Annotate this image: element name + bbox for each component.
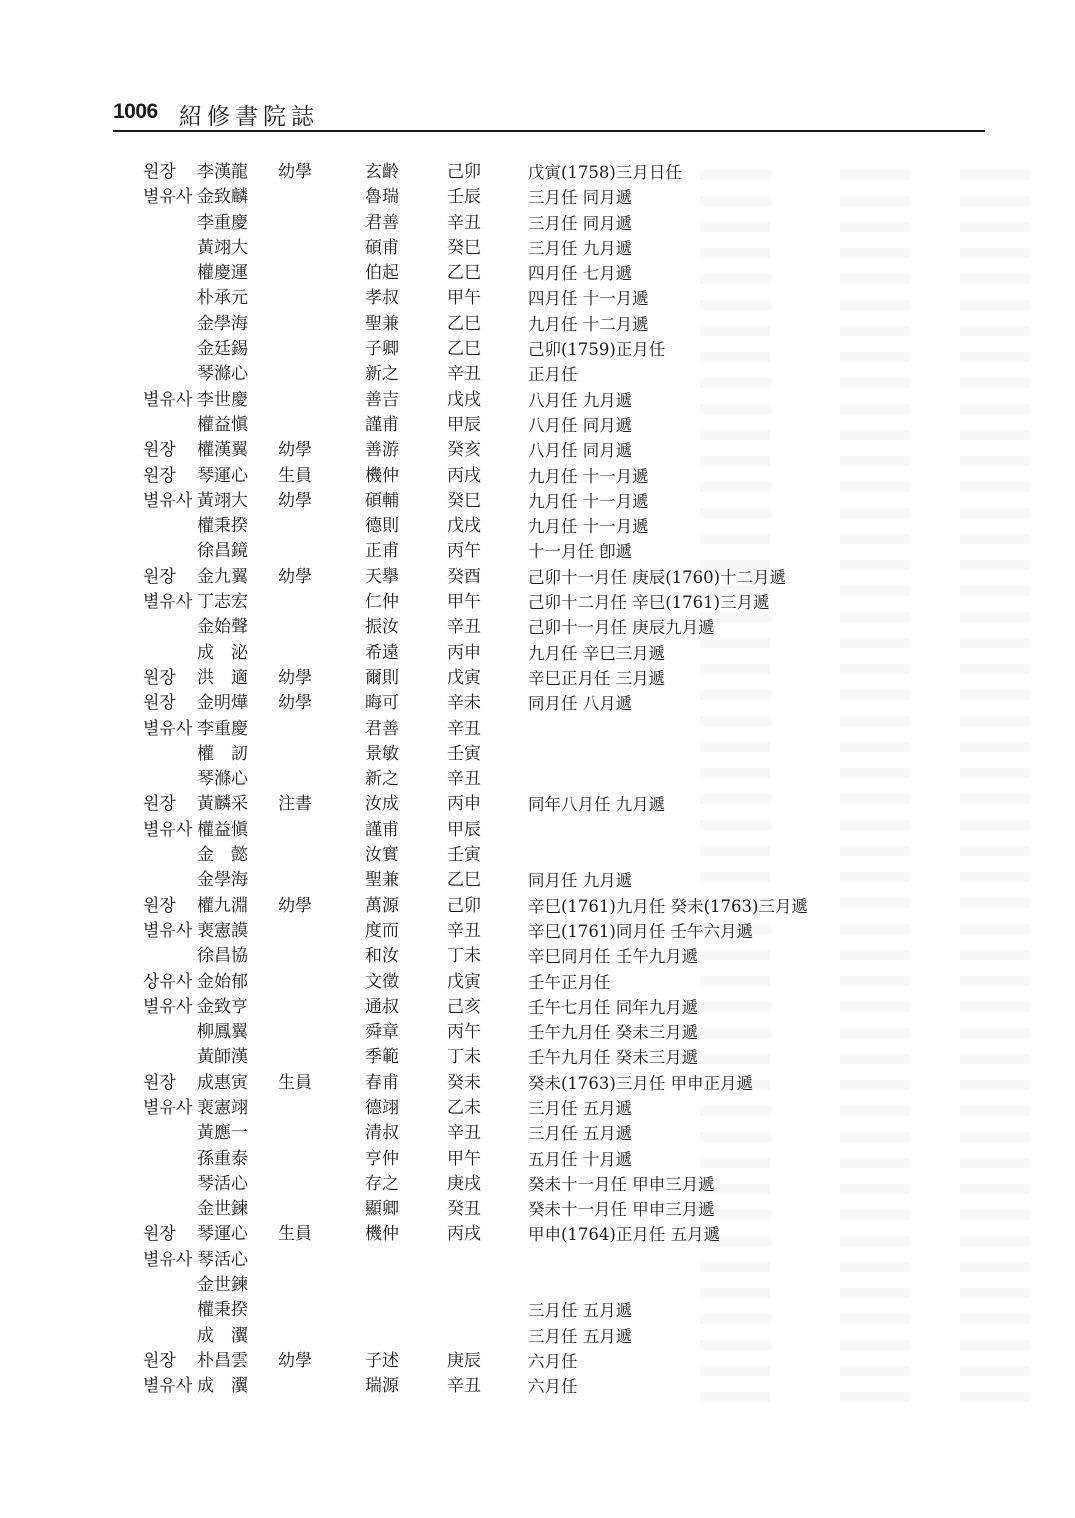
roster-row <box>0 1248 1075 1273</box>
roster-row <box>0 868 1075 893</box>
officer-birth-year: 戊寅 <box>447 667 481 688</box>
roster-row <box>0 1298 1075 1323</box>
officer-birth-year: 乙巳 <box>447 313 481 334</box>
officer-birth-year: 乙巳 <box>447 339 481 360</box>
roster-row <box>0 464 1075 489</box>
officer-birth-year: 戊寅 <box>447 971 481 992</box>
officer-birth-year: 癸亥 <box>447 440 481 461</box>
roster-row <box>0 539 1075 564</box>
officer-tenure: 壬午正月任 <box>528 972 611 992</box>
officer-role: 원장 <box>143 895 176 916</box>
officer-birth-year: 甲午 <box>447 1148 481 1169</box>
officer-role: 원장 <box>143 1350 176 1371</box>
officer-birth-year: 辛丑 <box>447 1376 481 1397</box>
officer-role: 별유사 <box>143 1249 193 1270</box>
officer-tenure: 癸未十一月任 甲申三月遞 <box>528 1200 715 1220</box>
officer-courtesy-name: 晦可 <box>365 693 399 714</box>
officer-degree: 幼學 <box>278 490 312 511</box>
officer-birth-year: 丁未 <box>447 946 481 967</box>
roster-row <box>0 666 1075 691</box>
officer-courtesy-name: 聖兼 <box>365 870 399 891</box>
officer-role: 별유사 <box>143 490 193 511</box>
officer-courtesy-name: 正甫 <box>365 541 399 562</box>
officer-degree: 注書 <box>278 794 312 815</box>
officer-degree: 幼學 <box>278 667 312 688</box>
roster-row <box>0 818 1075 843</box>
officer-name: 黃師漢 <box>197 1047 248 1068</box>
officer-courtesy-name: 天擧 <box>365 566 399 587</box>
roster-row <box>0 438 1075 463</box>
officer-tenure: 九月任 十一月遞 <box>528 466 649 486</box>
officer-name: 金明燁 <box>197 693 248 714</box>
officer-courtesy-name: 善游 <box>365 440 399 461</box>
roster-row <box>0 641 1075 666</box>
officer-tenure: 六月任 <box>528 1351 578 1371</box>
roster-row <box>0 565 1075 590</box>
officer-birth-year: 戊戌 <box>447 389 481 410</box>
officer-courtesy-name: 謹甫 <box>365 819 399 840</box>
officer-birth-year: 甲辰 <box>447 414 481 435</box>
officer-tenure: 己卯十二月任 辛巳(1761)三月遞 <box>528 593 770 613</box>
officer-name: 權漢翼 <box>197 440 248 461</box>
officer-name: 琴運心 <box>197 465 248 486</box>
officer-birth-year: 癸未 <box>447 1072 481 1093</box>
officer-name: 李重慶 <box>197 718 248 739</box>
officer-tenure: 辛巳(1761)同月任 壬午六月遞 <box>528 921 754 941</box>
officer-name: 金學海 <box>197 870 248 891</box>
officer-birth-year: 丙申 <box>447 642 481 663</box>
officer-birth-year: 丙戌 <box>447 1224 481 1245</box>
roster-row <box>0 1147 1075 1172</box>
officer-birth-year: 丙午 <box>447 1022 481 1043</box>
officer-name: 李重慶 <box>197 212 248 233</box>
roster-row <box>0 615 1075 640</box>
officer-courtesy-name: 子述 <box>365 1350 399 1371</box>
officer-name: 李世慶 <box>197 389 248 410</box>
officer-tenure: 九月任 十一月遞 <box>528 517 649 537</box>
officer-name: 權秉揆 <box>197 1300 248 1321</box>
roster-row <box>0 1071 1075 1096</box>
officer-birth-year: 辛丑 <box>447 364 481 385</box>
officer-courtesy-name: 瑞源 <box>365 1376 399 1397</box>
officer-tenure: 九月任 辛巳三月遞 <box>528 643 666 663</box>
roster-row <box>0 312 1075 337</box>
officer-birth-year: 乙巳 <box>447 870 481 891</box>
roster-row <box>0 1197 1075 1222</box>
officer-birth-year: 壬寅 <box>447 743 481 764</box>
officer-name: 金世鍊 <box>197 1275 248 1296</box>
officer-birth-year: 癸丑 <box>447 1199 481 1220</box>
officer-name: 柳鳳翼 <box>197 1022 248 1043</box>
officer-birth-year: 辛丑 <box>447 1123 481 1144</box>
officer-birth-year: 甲辰 <box>447 819 481 840</box>
officer-birth-year: 丁未 <box>447 1047 481 1068</box>
officer-name: 李漢龍 <box>197 162 248 182</box>
officer-degree: 生員 <box>278 465 312 486</box>
roster-row <box>0 1020 1075 1045</box>
roster-row <box>0 995 1075 1020</box>
officer-courtesy-name: 季範 <box>365 1047 399 1068</box>
officer-courtesy-name: 子卿 <box>365 339 399 360</box>
header-rule <box>113 130 985 132</box>
officer-name: 金始聲 <box>197 617 248 638</box>
officer-birth-year: 己亥 <box>447 996 481 1017</box>
roster-row <box>0 767 1075 792</box>
officer-birth-year: 己卯 <box>447 895 481 916</box>
officer-role: 별유사 <box>143 1376 193 1397</box>
officer-name: 金 懿 <box>197 845 248 866</box>
roster-row <box>0 362 1075 387</box>
officer-tenure: 九月任 十二月遞 <box>528 314 649 334</box>
officer-courtesy-name: 汝實 <box>365 845 399 866</box>
officer-courtesy-name: 舜章 <box>365 1022 399 1043</box>
officer-tenure: 壬午九月任 癸未三月遞 <box>528 1048 699 1068</box>
officer-courtesy-name: 景敏 <box>365 743 399 764</box>
officer-role: 원장 <box>143 1224 176 1245</box>
officer-tenure: 壬午九月任 癸未三月遞 <box>528 1023 699 1043</box>
officer-role: 별유사 <box>143 592 193 613</box>
officer-birth-year: 辛丑 <box>447 718 481 739</box>
officer-degree: 幼學 <box>278 1350 312 1371</box>
officer-degree: 生員 <box>278 1224 312 1245</box>
roster-row <box>0 514 1075 539</box>
officer-tenure: 三月任 五月遞 <box>528 1326 633 1346</box>
officer-role: 별유사 <box>143 996 193 1017</box>
roster-row <box>0 261 1075 286</box>
officer-role: 원장 <box>143 440 176 461</box>
officer-tenure: 癸未(1763)三月任 甲申正月遞 <box>528 1073 754 1093</box>
officer-birth-year: 戊戌 <box>447 516 481 537</box>
officer-tenure: 三月任 五月遞 <box>528 1098 633 1118</box>
officer-role: 별유사 <box>143 1097 193 1118</box>
officer-courtesy-name: 君善 <box>365 212 399 233</box>
officer-tenure: 甲申(1764)正月任 五月遞 <box>528 1225 721 1245</box>
officer-courtesy-name: 伯起 <box>365 263 399 284</box>
officer-name: 權益愼 <box>197 414 248 435</box>
officer-courtesy-name: 魯瑞 <box>365 187 399 208</box>
officer-courtesy-name: 新之 <box>365 769 399 790</box>
officer-role: 원장 <box>143 693 176 714</box>
roster-row <box>0 1096 1075 1121</box>
officer-birth-year: 甲午 <box>447 592 481 613</box>
officer-courtesy-name: 通叔 <box>365 996 399 1017</box>
officer-birth-year: 丙戌 <box>447 465 481 486</box>
roster-row <box>0 894 1075 919</box>
roster-row <box>0 211 1075 236</box>
officer-name: 琴活心 <box>197 1249 248 1270</box>
officer-degree: 生員 <box>278 1072 312 1093</box>
officer-name: 琴滌心 <box>197 769 248 790</box>
officer-courtesy-name: 新之 <box>365 364 399 385</box>
officer-birth-year: 丙午 <box>447 541 481 562</box>
officer-name: 朴昌雲 <box>197 1350 248 1371</box>
officer-courtesy-name: 聖兼 <box>365 313 399 334</box>
officer-birth-year: 辛丑 <box>447 920 481 941</box>
officer-degree: 幼學 <box>278 693 312 714</box>
officer-tenure: 十一月任 卽遞 <box>528 542 633 562</box>
page-number: 1006 <box>113 100 158 123</box>
officer-name: 權九淵 <box>197 895 248 916</box>
roster-row <box>0 413 1075 438</box>
officer-courtesy-name: 萬源 <box>365 895 399 916</box>
running-header <box>113 98 985 132</box>
book-title: 紹修書院誌 <box>179 104 319 130</box>
roster-row <box>0 919 1075 944</box>
officer-tenure: 辛巳同月任 壬午九月遞 <box>528 947 699 967</box>
officer-courtesy-name: 君善 <box>365 718 399 739</box>
officer-name: 黃應一 <box>197 1123 248 1144</box>
roster-row <box>0 337 1075 362</box>
officer-name: 徐昌鏡 <box>197 541 248 562</box>
roster-row <box>0 1374 1075 1399</box>
officer-tenure: 壬午七月任 同年九月遞 <box>528 997 699 1017</box>
officer-name: 權秉揆 <box>197 516 248 537</box>
officer-degree: 幼學 <box>278 440 312 461</box>
officer-courtesy-name: 碩輔 <box>365 490 399 511</box>
officer-role: 별유사 <box>143 920 193 941</box>
officer-birth-year: 辛未 <box>447 693 481 714</box>
officer-tenure: 八月任 同月遞 <box>528 415 633 435</box>
officer-birth-year: 辛丑 <box>447 212 481 233</box>
officer-role: 원장 <box>143 566 176 587</box>
officer-name: 金致麟 <box>197 187 248 208</box>
officer-birth-year: 辛丑 <box>447 617 481 638</box>
officer-role: 별유사 <box>143 187 193 208</box>
officer-courtesy-name: 和汝 <box>365 946 399 967</box>
officer-tenure: 四月任 十一月遞 <box>528 289 649 309</box>
roster-row <box>0 1121 1075 1146</box>
officer-courtesy-name: 仁仲 <box>365 592 399 613</box>
officer-name: 徐昌協 <box>197 946 248 967</box>
officer-name: 權慶運 <box>197 263 248 284</box>
roster-row <box>0 185 1075 210</box>
officer-courtesy-name: 謹甫 <box>365 414 399 435</box>
officer-birth-year: 庚辰 <box>447 1350 481 1371</box>
roster-row <box>0 843 1075 868</box>
officer-courtesy-name: 振汝 <box>365 617 399 638</box>
roster-row <box>0 944 1075 969</box>
officer-birth-year: 辛丑 <box>447 769 481 790</box>
officer-courtesy-name: 爾則 <box>365 667 399 688</box>
officer-tenure: 己卯(1759)正月任 <box>528 340 666 360</box>
officer-birth-year: 甲午 <box>447 288 481 309</box>
officer-tenure: 四月任 七月遞 <box>528 264 633 284</box>
officer-name: 朴承元 <box>197 288 248 309</box>
officer-name: 琴活心 <box>197 1173 248 1194</box>
officer-courtesy-name: 希遠 <box>365 642 399 663</box>
officer-courtesy-name: 文徵 <box>365 971 399 992</box>
officer-name: 成 瀷 <box>197 1325 248 1346</box>
roster-row <box>0 388 1075 413</box>
officer-name: 成 瀷 <box>197 1376 248 1397</box>
officer-courtesy-name: 機仲 <box>365 1224 399 1245</box>
officer-tenure: 六月任 <box>528 1377 578 1397</box>
officer-role: 원장 <box>143 1072 176 1093</box>
officer-tenure: 八月任 九月遞 <box>528 390 633 410</box>
officer-birth-year: 己卯 <box>447 162 481 182</box>
officer-name: 洪 適 <box>197 667 248 688</box>
roster-row <box>0 286 1075 311</box>
officer-roster <box>0 160 1075 1400</box>
officer-tenure: 辛巳(1761)九月任 癸未(1763)三月遞 <box>528 896 808 916</box>
officer-birth-year: 壬辰 <box>447 187 481 208</box>
officer-tenure: 五月任 十月遞 <box>528 1149 633 1169</box>
officer-name: 金世鍊 <box>197 1199 248 1220</box>
officer-tenure: 八月任 同月遞 <box>528 441 633 461</box>
officer-tenure: 三月任 五月遞 <box>528 1124 633 1144</box>
roster-row <box>0 717 1075 742</box>
officer-courtesy-name: 孝叔 <box>365 288 399 309</box>
officer-birth-year: 庚戌 <box>447 1173 481 1194</box>
officer-courtesy-name: 善吉 <box>365 389 399 410</box>
officer-degree: 幼學 <box>278 566 312 587</box>
officer-role: 원장 <box>143 465 176 486</box>
roster-row <box>0 1349 1075 1374</box>
officer-name: 裵憲謨 <box>197 920 248 941</box>
officer-name: 成 泌 <box>197 642 248 663</box>
roster-row <box>0 1045 1075 1070</box>
officer-tenure: 辛巳正月任 三月遞 <box>528 668 666 688</box>
officer-courtesy-name: 汝成 <box>365 794 399 815</box>
officer-birth-year: 丙申 <box>447 794 481 815</box>
officer-name: 琴滌心 <box>197 364 248 385</box>
officer-role: 원장 <box>143 794 176 815</box>
officer-courtesy-name: 玄齡 <box>365 162 399 182</box>
officer-birth-year: 乙未 <box>447 1097 481 1118</box>
officer-name: 孫重泰 <box>197 1148 248 1169</box>
roster-row <box>0 970 1075 995</box>
officer-degree: 幼學 <box>278 162 312 182</box>
officer-courtesy-name: 亨仲 <box>365 1148 399 1169</box>
officer-name: 裵憲翊 <box>197 1097 248 1118</box>
officer-tenure: 癸未十一月任 甲申三月遞 <box>528 1174 715 1194</box>
officer-courtesy-name: 顯卿 <box>365 1199 399 1220</box>
roster-row <box>0 742 1075 767</box>
officer-name: 金致亨 <box>197 996 248 1017</box>
roster-row <box>0 1222 1075 1247</box>
roster-row <box>0 792 1075 817</box>
officer-role: 원장 <box>143 162 176 182</box>
officer-birth-year: 乙巳 <box>447 263 481 284</box>
officer-name: 金廷錫 <box>197 339 248 360</box>
roster-row <box>0 1324 1075 1349</box>
officer-courtesy-name: 碩甫 <box>365 237 399 258</box>
officer-role: 원장 <box>143 667 176 688</box>
officer-courtesy-name: 存之 <box>365 1173 399 1194</box>
officer-name: 權益愼 <box>197 819 248 840</box>
officer-name: 黃翊大 <box>197 490 248 511</box>
roster-row <box>0 489 1075 514</box>
officer-tenure: 三月任 五月遞 <box>528 1301 633 1321</box>
officer-name: 黃翊大 <box>197 237 248 258</box>
officer-tenure: 戊寅(1758)三月日任 <box>528 163 682 182</box>
officer-tenure: 同月任 八月遞 <box>528 694 633 714</box>
officer-role: 상유사 <box>143 971 193 992</box>
officer-tenure: 同月任 九月遞 <box>528 871 633 891</box>
officer-birth-year: 壬寅 <box>447 845 481 866</box>
roster-row <box>0 1273 1075 1298</box>
officer-tenure: 九月任 十一月遞 <box>528 491 649 511</box>
officer-birth-year: 癸酉 <box>447 566 481 587</box>
officer-courtesy-name: 機仲 <box>365 465 399 486</box>
officer-tenure: 三月任 同月遞 <box>528 188 633 208</box>
officer-role: 별유사 <box>143 389 193 410</box>
officer-role: 별유사 <box>143 819 193 840</box>
officer-tenure: 三月任 九月遞 <box>528 238 633 258</box>
officer-name: 黃麟采 <box>197 794 248 815</box>
officer-birth-year: 癸巳 <box>447 490 481 511</box>
officer-name: 金九翼 <box>197 566 248 587</box>
officer-courtesy-name: 德則 <box>365 516 399 537</box>
officer-name: 丁志宏 <box>197 592 248 613</box>
officer-courtesy-name: 春甫 <box>365 1072 399 1093</box>
officer-name: 金始郁 <box>197 971 248 992</box>
officer-birth-year: 癸巳 <box>447 237 481 258</box>
officer-tenure: 同年八月任 九月遞 <box>528 795 666 815</box>
officer-degree: 幼學 <box>278 895 312 916</box>
roster-row <box>0 160 1075 185</box>
officer-role: 별유사 <box>143 718 193 739</box>
officer-courtesy-name: 清叔 <box>365 1123 399 1144</box>
roster-row <box>0 1172 1075 1197</box>
officer-name: 琴運心 <box>197 1224 248 1245</box>
officer-name: 權 訒 <box>197 743 248 764</box>
officer-tenure: 三月任 同月遞 <box>528 213 633 233</box>
officer-name: 金學海 <box>197 313 248 334</box>
roster-row <box>0 236 1075 261</box>
officer-tenure: 己卯十一月任 庚辰九月遞 <box>528 618 715 638</box>
roster-row <box>0 590 1075 615</box>
officer-tenure: 正月任 <box>528 365 578 385</box>
officer-courtesy-name: 度而 <box>365 920 399 941</box>
officer-courtesy-name: 德翊 <box>365 1097 399 1118</box>
roster-row <box>0 691 1075 716</box>
officer-name: 成惠寅 <box>197 1072 248 1093</box>
officer-tenure: 己卯十一月任 庚辰(1760)十二月遞 <box>528 567 787 587</box>
